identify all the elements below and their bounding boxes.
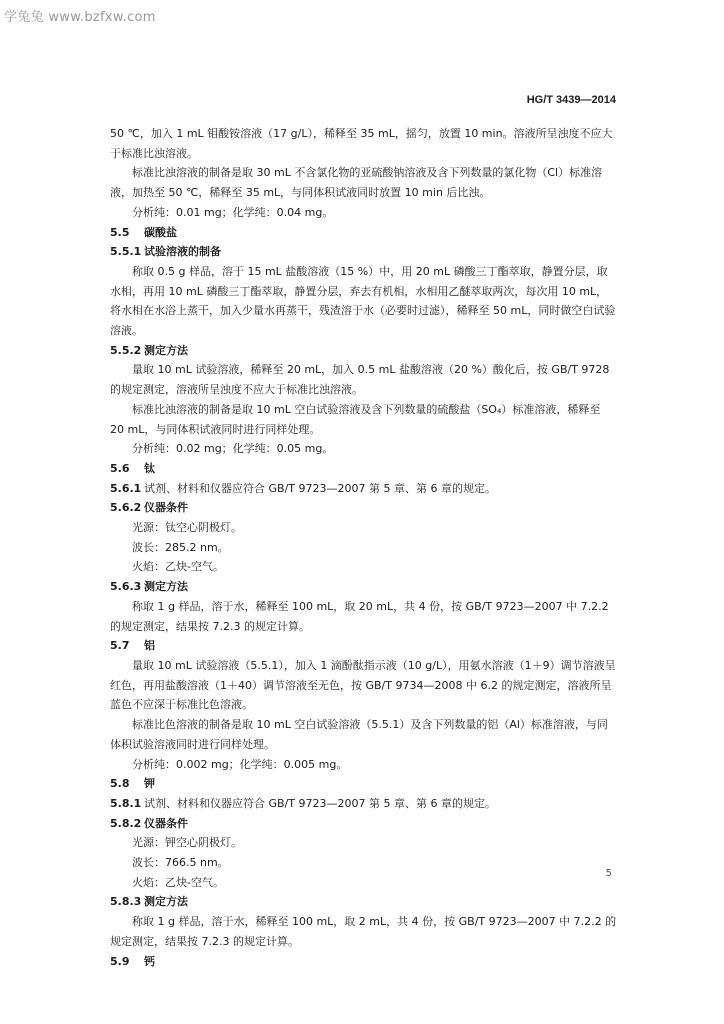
paragraph: 量取 10 mL 试验溶液，稀释至 20 mL，加入 0.5 mL 盐酸溶液（20 %）酸化后，按 GB/T 9728 的规定测定，溶液所呈浊度不应大于标准比浊溶液。 bbox=[110, 363, 610, 397]
section-heading bbox=[110, 223, 617, 243]
paragraph: 标准比浊溶液的制备是取 10 mL 空白试验溶液及含下列数量的硫酸盐（SO₄）标准溶液，稀释至 20 mL，与同体积试液同时进行同样处理。 bbox=[110, 402, 601, 436]
section-title: 测定方法 bbox=[144, 895, 188, 909]
section-heading bbox=[110, 794, 617, 814]
section-title: 钛 bbox=[144, 461, 155, 475]
site-watermark: 学兔兔 www.bzfxw.com bbox=[4, 10, 156, 25]
section-heading bbox=[110, 479, 617, 499]
paragraph: 火焰：乙炔-空气。 bbox=[132, 560, 224, 574]
section-title: 测定方法 bbox=[144, 343, 188, 357]
section-heading bbox=[110, 814, 617, 834]
paragraph: 标准比浊溶液的制备是取 30 mL 不含氯化物的亚硫酸钠溶液及含下列数量的氯化物（Cl）标准溶液，加热至 50 ℃，稀释至 35 mL，与同体积试液同时放置 10 min 后比浊。 bbox=[110, 166, 603, 200]
section-number: 5.6.1 bbox=[110, 481, 142, 495]
section-number: 5.8 bbox=[110, 777, 130, 791]
section-title: 钾 bbox=[144, 777, 155, 791]
section-heading bbox=[110, 341, 617, 361]
section-title: 仪器条件 bbox=[144, 501, 188, 515]
paragraph: 称取 1 g 样品，溶于水，稀释至 100 mL，取 2 mL，共 4 份，按 GB/T 9723—2007 中 7.2.2 的规定测定，结果按 7.2.3 的规定计算。 bbox=[110, 915, 617, 948]
paragraph: 50 ℃，加入 1 mL 钼酸铵溶液（17 g/L），稀释至 35 mL，摇匀，放置 10 min。溶液所呈浊度不应大于标准比浊溶液。 bbox=[110, 127, 613, 160]
paragraph: 分析纯：0.002 mg；化学纯：0.005 mg。 bbox=[132, 757, 348, 771]
section-title: 测定方法 bbox=[144, 580, 188, 594]
section-title: 钙 bbox=[144, 954, 155, 968]
standard-number-header: HG/T 3439—2014 bbox=[526, 94, 616, 106]
paragraph: 分析纯：0.02 mg；化学纯：0.05 mg。 bbox=[132, 442, 334, 456]
section-number: 5.8.2 bbox=[110, 816, 142, 830]
paragraph: 标准比色溶液的制备是取 10 mL 空白试验溶液（5.5.1）及含下列数量的铝（Al）标准溶液，与同体积试验溶液同时进行同样处理。 bbox=[110, 718, 608, 751]
section-number: 5.6.2 bbox=[110, 501, 142, 515]
section-number: 5.8.3 bbox=[110, 895, 142, 909]
section-number: 5.8.1 bbox=[110, 796, 142, 810]
section-heading bbox=[110, 636, 617, 656]
section-heading bbox=[110, 892, 617, 912]
paragraph: 量取 10 mL 试验溶液（5.5.1），加入 1 滴酚酞指示液（10 g/L），用氨水溶液（1＋9）调节溶液呈红色，再用盐酸溶液（1＋40）调节溶液至无色，按 GB/T 9734—2008 中 6.2 的规定测定，溶液所呈蓝色不应深于标准比色溶液。 bbox=[110, 658, 616, 712]
paragraph: 光源：钛空心阴极灯。 bbox=[132, 521, 242, 535]
section-heading bbox=[110, 242, 617, 262]
section-number: 5.5 bbox=[110, 225, 130, 239]
paragraph: 称取 0.5 g 样品，溶于 15 mL 盐酸溶液（15 %）中，用 20 mL 磷酸三丁酯萃取，静置分层，取水相，再用 10 mL 磷酸三丁酯萃取，静置分层，弃去有机相，水相用乙醚萃取两次，每次用 10 mL，将水相在水浴上蒸干，加入少量水再蒸干，残渣溶于水（必要时过滤），稀释至 50 mL，同时做空白试验溶液。 bbox=[110, 264, 616, 338]
section-title: 试剂、材料和仪器应符合 GB/T 9723—2007 第 5 章、第 6 章的规定。 bbox=[144, 481, 496, 495]
page-number: 5 bbox=[605, 868, 612, 879]
section-title: 铝 bbox=[144, 639, 155, 653]
section-number: 5.9 bbox=[110, 954, 130, 968]
document-body bbox=[110, 124, 617, 971]
section-number: 5.7 bbox=[110, 639, 130, 653]
section-number: 5.6 bbox=[110, 461, 130, 475]
paragraph: 波长：766.5 nm。 bbox=[132, 856, 229, 870]
section-title: 试验溶液的制备 bbox=[144, 245, 221, 259]
section-title: 仪器条件 bbox=[144, 816, 188, 830]
section-number: 5.5.2 bbox=[110, 343, 142, 357]
paragraph: 分析纯：0.01 mg；化学纯：0.04 mg。 bbox=[132, 205, 334, 219]
paragraph: 称取 1 g 样品，溶于水，稀释至 100 mL，取 20 mL，共 4 份，按 GB/T 9723—2007 中 7.2.2 的规定测定，结果按 7.2.3 的规定计算。 bbox=[110, 599, 609, 633]
paragraph: 火焰：乙炔-空气。 bbox=[132, 875, 224, 889]
paragraph: 光源：钾空心阴极灯。 bbox=[132, 836, 242, 850]
section-number: 5.5.1 bbox=[110, 245, 142, 259]
paragraph: 波长：285.2 nm。 bbox=[132, 540, 229, 554]
section-title: 试剂、材料和仪器应符合 GB/T 9723—2007 第 5 章、第 6 章的规定。 bbox=[144, 796, 496, 810]
section-number: 5.6.3 bbox=[110, 580, 142, 594]
section-title: 碳酸盐 bbox=[144, 225, 177, 239]
section-heading bbox=[110, 459, 617, 479]
section-heading bbox=[110, 577, 617, 597]
section-heading bbox=[110, 774, 617, 794]
section-heading bbox=[110, 498, 617, 518]
section-heading bbox=[110, 952, 617, 972]
